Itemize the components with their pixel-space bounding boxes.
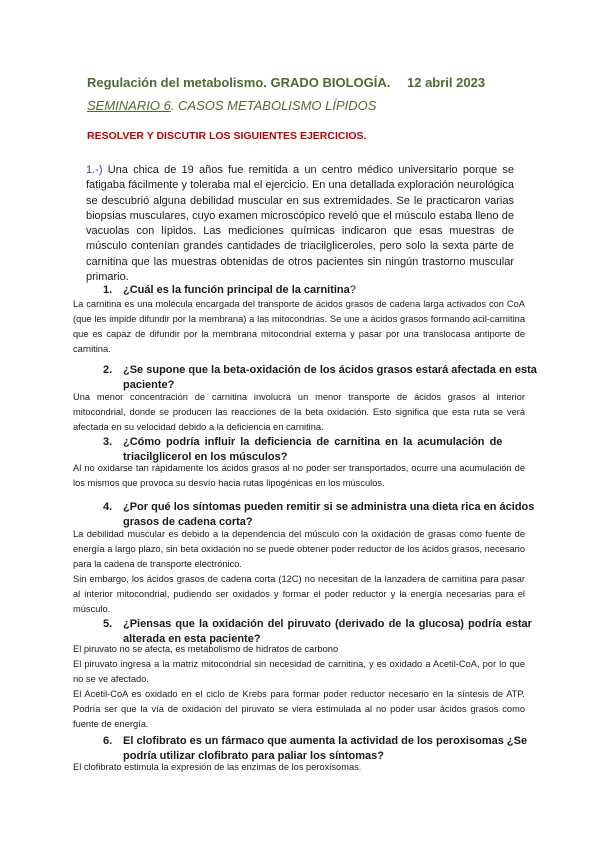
- answer-5: [73, 642, 525, 732]
- question-text-line2: podría utilizar clofibrato para paliar los síntomas?: [123, 749, 384, 762]
- answer-paragraph: La debilidad muscular es debido a la dependencia del músculo con la oxidación de grasas como fuente de energía a largo plazo, sin beta oxidación no se puede obtener poder reductor de los ácidos grasos, necesario para la cadena de transporte electrónico.: [73, 529, 525, 569]
- question-text-line2: triacilglicerol en los músculos?: [123, 450, 288, 463]
- document-title: Regulación del metabolismo. GRADO BIOLOGÍA.: [87, 75, 391, 90]
- seminar-title: [87, 98, 376, 113]
- answer-paragraph: Al no oxidarse tan rápidamente los ácidos grasos al no poder ser transportados, ocurre una acumulación de los mismos que provoca su desvío hacia rutas lipogénicas en los músculos.: [73, 463, 525, 488]
- question-number: 5.: [103, 618, 113, 630]
- question-text-line1: ¿Piensas que la oxidación del piruvato (derivado de la glucosa) podría estar: [123, 618, 532, 630]
- question-text-line2: alterada en esta paciente?: [123, 632, 261, 645]
- question-text-line1: ¿Por qué los síntomas pueden remitir si se administra una dieta rica en ácidos: [123, 501, 535, 513]
- seminar-subtitle: . CASOS METABOLISMO LÍPIDOS: [170, 98, 377, 113]
- case-description: [86, 163, 514, 285]
- question-text-line1: ¿Cómo podría influir la deficiencia de carnitina en la acumulación de: [123, 436, 503, 448]
- answer-paragraph: Una menor concentración de carnitina involucra un menor transporte de ácidos grasos al interior mitocondrial, donde se producen las reacciones de la beta oxidación. Esto significa que esta ruta se verá afectada en su velocidad debido a la deficiencia en carnitina.: [73, 392, 525, 432]
- answer-6: [73, 760, 525, 775]
- case-text: Una chica de 19 años fue remitida a un centro médico universitario porque se fatigaba fácilmente y toleraba mal el ejercicio. En una detallada exploración neurológica se descubrió alguna debilidad muscular en sus extremidades. Se le practicaron varias biopsias musculares, cuyo examen microscópico reveló que el músculo estaba lleno de vacuolas con lípidos. Las mediciones químicas indicaron que esas muestras de músculo contenían grandes cantidades de triacilgliceroles, pero solo la sexta parte de carnitina que las muestras obtenidas de otros pacientes sin ningún trastorno muscular primario.: [86, 164, 514, 284]
- answer-paragraph: El piruvato no se afecta, es metabolismo de hidratos de carbono: [73, 644, 339, 654]
- case-number: 1.-): [86, 164, 103, 176]
- answer-4: [73, 527, 525, 617]
- question-text-line1: ¿Se supone que la beta-oxidación de los ácidos grasos estará afectada en esta: [123, 364, 537, 376]
- answer-paragraph: El clofibrato estimula la expresión de las enzimas de los peroxisomas.: [73, 762, 362, 772]
- question-text-line1: El clofibrato es un fármaco que aumenta la actividad de los peroxisomas ¿Se: [123, 735, 528, 747]
- question-number: 2.: [103, 364, 113, 376]
- answer-2: [73, 390, 525, 435]
- question-number: 4.: [103, 501, 113, 513]
- answer-paragraph: El piruvato ingresa a la matriz mitocondrial sin necesidad de carnitina, y es oxidado a Acetil-CoA, por lo que no se ve afectado.: [73, 659, 525, 684]
- question-text-line2: paciente?: [123, 378, 175, 391]
- answer-paragraph: Sin embargo, los ácidos grasos de cadena corta (12C) no necesitan de la lanzadera de carnitina para pasar al interior mitocondrial, pudiendo ser oxidados y formar el poder reductor y la energía necesarias para el músculo.: [73, 574, 525, 614]
- answer-paragraph: El Acetil-CoA es oxidado en el ciclo de Krebs para formar poder reductor necesario en la síntesis de ATP. Podría ser que la vía de oxidación del piruvato se viera estimulada al no poder usar ácidos grasos como fuente de energía.: [73, 689, 525, 729]
- answer-1: [73, 297, 525, 357]
- instruction-heading: RESOLVER Y DISCUTIR LOS SIGUIENTES EJERCICIOS.: [87, 130, 367, 142]
- question-text: ¿Cuál es la función principal de la carnitina?: [123, 284, 356, 296]
- question-number: 1.: [103, 284, 113, 296]
- document-date: 12 abril 2023: [407, 75, 486, 90]
- answer-3: [73, 461, 525, 491]
- question-text-line2: grasos de cadena corta?: [123, 515, 253, 528]
- question-number: 3.: [103, 436, 113, 448]
- answer-paragraph: La carnitina es una molécula encargada del transporte de ácidos grasos de cadena larga activados con CoA (que les impide difundir por la membrana) a las mitocondrias. Se une a ácidos grasos formando acil-carnitina que es capaz de difundir por la membrana mitocondrial externa y pasar por una translocasa antiporte de carnitina.: [73, 299, 525, 354]
- question-number: 6.: [103, 735, 113, 747]
- seminar-link[interactable]: SEMINARIO 6: [87, 98, 171, 113]
